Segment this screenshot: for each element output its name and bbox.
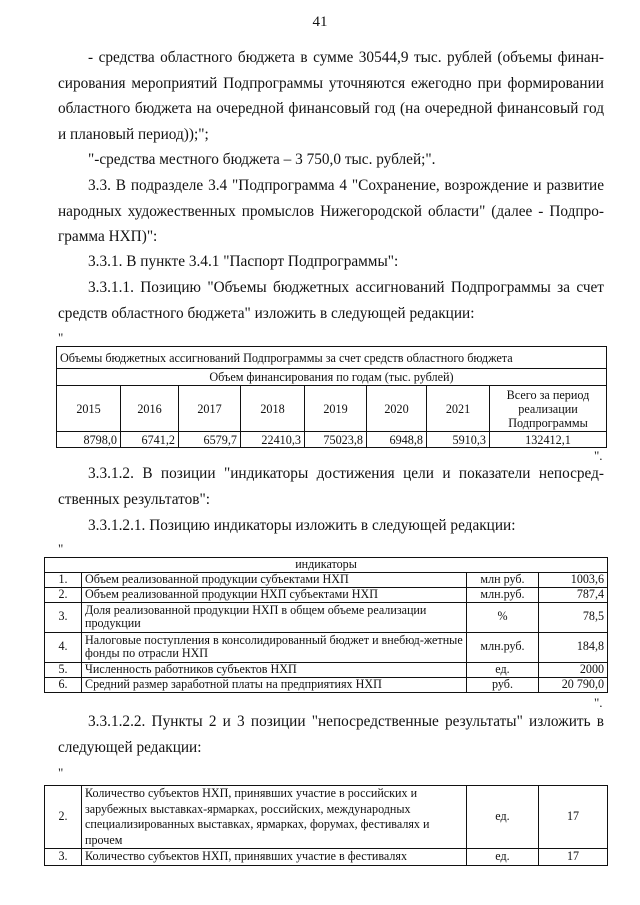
paragraph-section-3-3: 3.3. В подразделе 3.4 "Подпрограмма 4 "Сохранение, возрождение и развитие народных художественных промыслов Нижегородской области" (далее - Подпро-грамма НХП)": bbox=[58, 177, 604, 245]
paragraph-3-3-1-2-1: 3.3.1.2.1. Позицию индикаторы изложить в следующей редакции: bbox=[88, 517, 516, 534]
table-row bbox=[45, 677, 608, 692]
table-row bbox=[45, 662, 608, 677]
table-row bbox=[45, 602, 608, 632]
indicator-name: Численность работников субъектов НХП bbox=[82, 662, 467, 677]
result-name: Количество субъектов НХП, принявших участие в российских и зарубежных выставках-ярмарках, российских, международных специализированных выставках, ярмарках, форумах, фестивалях и прочем bbox=[82, 786, 467, 849]
budget-table-title: Объемы бюджетных ассигнований Подпрограммы за счет средств областного бюджета bbox=[57, 347, 607, 369]
table-row bbox=[45, 632, 608, 662]
row-number: 1. bbox=[45, 572, 82, 587]
row-number: 5. bbox=[45, 662, 82, 677]
result-value: 17 bbox=[539, 786, 608, 849]
row-number: 3. bbox=[45, 602, 82, 632]
budget-table-subtitle: Объем финансирования по годам (тыс. рублей) bbox=[57, 369, 607, 386]
indicator-name: Средний размер заработной платы на предприятиях НХП bbox=[82, 677, 467, 692]
indicator-value: 78,5 bbox=[539, 602, 608, 632]
table-row bbox=[45, 849, 608, 866]
indicator-value: 20 790,0 bbox=[539, 677, 608, 692]
indicator-name: Объем реализованной продукции НХП субъектами НХП bbox=[82, 587, 467, 602]
indicator-unit: % bbox=[467, 602, 539, 632]
table-row bbox=[45, 786, 608, 849]
results-table bbox=[44, 785, 608, 866]
budget-total-value: 132412,1 bbox=[490, 432, 607, 448]
table-row bbox=[45, 572, 608, 587]
indicator-value: 2000 bbox=[539, 662, 608, 677]
result-unit: ед. bbox=[467, 849, 539, 866]
total-header: Всего за период реализации Подпрограммы bbox=[490, 386, 607, 432]
budget-value: 75023,8 bbox=[305, 432, 367, 448]
row-number: 2. bbox=[45, 786, 82, 849]
row-number: 3. bbox=[45, 849, 82, 866]
row-number: 2. bbox=[45, 587, 82, 602]
budget-allocation-table bbox=[56, 346, 607, 448]
indicator-name: Налоговые поступления в консолидированный бюджет и внебюд-жетные фонды по отрасли НХП bbox=[82, 632, 467, 662]
row-number: 6. bbox=[45, 677, 82, 692]
table-row bbox=[45, 587, 608, 602]
paragraph-regional-budget: - средства областного бюджета в сумме 30544,9 тыс. рублей (объемы финан-сирования мероприятий Подпрограммы уточняются ежегодно при формировании областного бюджета на очередной финансовый год (на очередной финансовый год и плановый период));"; bbox=[58, 49, 604, 143]
budget-value: 8798,0 bbox=[57, 432, 121, 448]
year-header: 2017 bbox=[179, 386, 241, 432]
result-value: 17 bbox=[539, 849, 608, 866]
indicators-table bbox=[44, 557, 608, 693]
paragraph-3-3-1-1: 3.3.1.1. Позицию "Объемы бюджетных ассигнований Подпрограммы за счет средств областного бюджета" изложить в следующей редакции: bbox=[58, 279, 604, 322]
year-header: 2020 bbox=[367, 386, 427, 432]
budget-value: 6948,8 bbox=[367, 432, 427, 448]
paragraph-3-3-1-2-2: 3.3.1.2.2. Пункты 2 и 3 позиции "непосредственные результаты" изложить в следующей редакции: bbox=[58, 713, 604, 756]
open-quote-mark: " bbox=[58, 765, 64, 780]
open-quote-mark: " bbox=[58, 541, 64, 556]
indicator-name: Доля реализованной продукции НХП в общем объеме реализации продукции bbox=[82, 602, 467, 632]
indicator-value: 1003,6 bbox=[539, 572, 608, 587]
close-quote-mark: ". bbox=[594, 448, 603, 463]
budget-value: 5910,3 bbox=[427, 432, 490, 448]
indicator-name: Объем реализованной продукции субъектами НХП bbox=[82, 572, 467, 587]
close-quote-mark: ". bbox=[594, 695, 603, 710]
indicator-unit: млн.руб. bbox=[467, 587, 539, 602]
budget-value: 6741,2 bbox=[121, 432, 179, 448]
result-name: Количество субъектов НХП, принявших участие в фестивалях bbox=[82, 849, 467, 866]
indicator-unit: ед. bbox=[467, 662, 539, 677]
indicator-unit: млн.руб. bbox=[467, 632, 539, 662]
paragraph-3-3-1-2: 3.3.1.2. В позиции "индикаторы достижения цели и показатели непосред-ственных результатов": bbox=[58, 465, 604, 508]
year-header: 2018 bbox=[241, 386, 305, 432]
year-header: 2021 bbox=[427, 386, 490, 432]
paragraph-local-budget: "-средства местного бюджета – 3 750,0 тыс. рублей;". bbox=[88, 151, 436, 168]
indicator-unit: млн руб. bbox=[467, 572, 539, 587]
year-header: 2019 bbox=[305, 386, 367, 432]
open-quote-mark: " bbox=[58, 330, 64, 345]
year-header: 2015 bbox=[57, 386, 121, 432]
year-header: 2016 bbox=[121, 386, 179, 432]
budget-value: 6579,7 bbox=[179, 432, 241, 448]
result-unit: ед. bbox=[467, 786, 539, 849]
indicators-table-title: индикаторы bbox=[45, 558, 608, 573]
paragraph-3-3-1: 3.3.1. В пункте 3.4.1 "Паспорт Подпрограммы": bbox=[88, 253, 399, 270]
indicator-value: 184,8 bbox=[539, 632, 608, 662]
indicator-unit: руб. bbox=[467, 677, 539, 692]
row-number: 4. bbox=[45, 632, 82, 662]
indicator-value: 787,4 bbox=[539, 587, 608, 602]
page-number: 41 bbox=[312, 14, 328, 30]
budget-value: 22410,3 bbox=[241, 432, 305, 448]
